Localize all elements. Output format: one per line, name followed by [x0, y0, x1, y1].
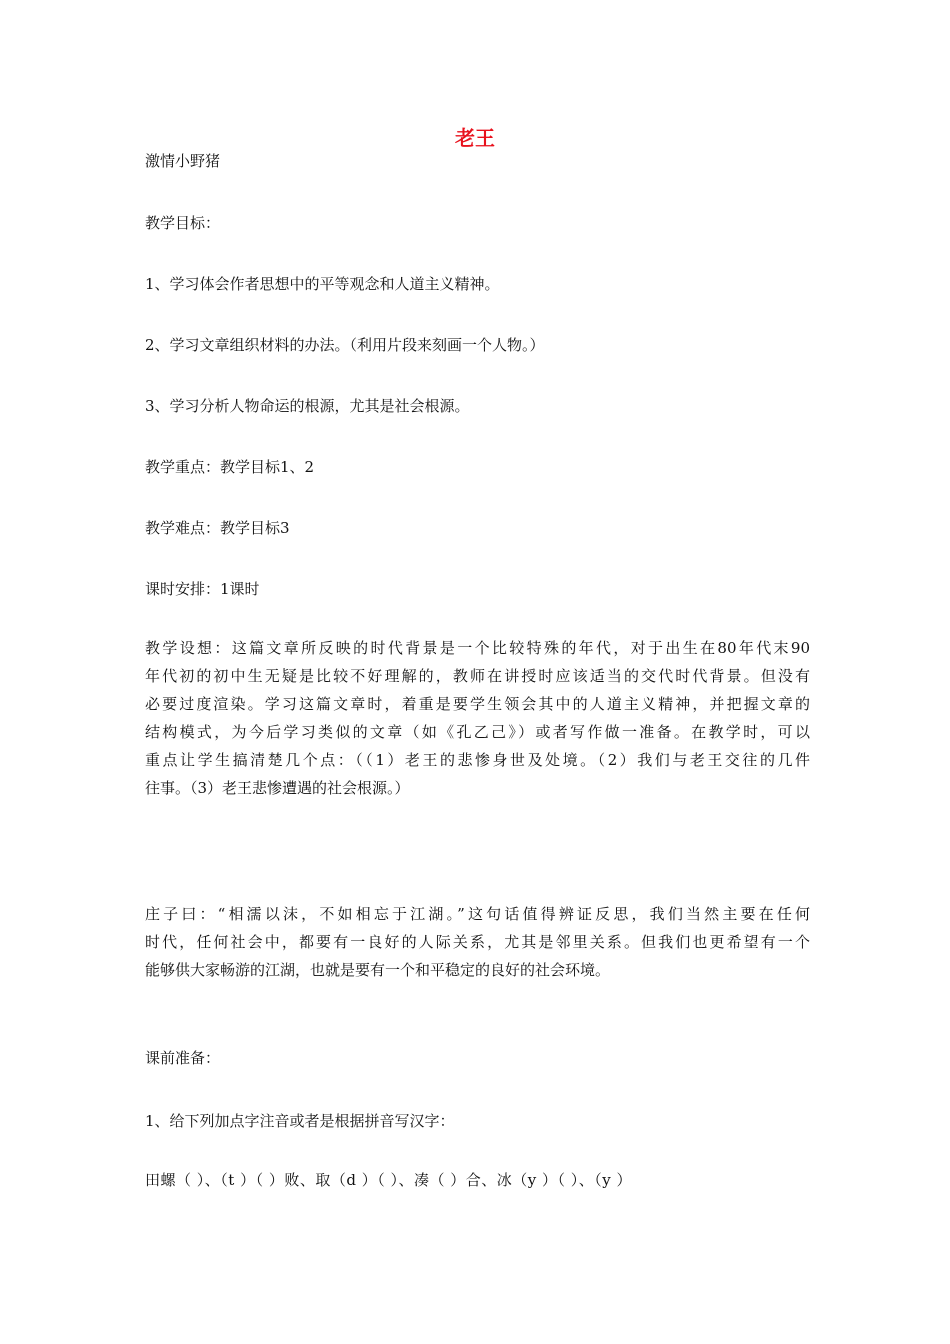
paragraph-line: 必要过度渲染。学习这篇文章时，着重是要学生领会其中的人道主义精神，并把握文章的	[145, 695, 810, 713]
author-name: 激情小野猪	[145, 152, 221, 170]
objective-item: 1、学习体会作者思想中的平等观念和人道主义精神。	[145, 275, 500, 293]
difficulties: 教学难点：教学目标3	[145, 519, 290, 537]
objectives-heading: 教学目标：	[145, 214, 221, 232]
zhuangzi-quote-paragraph	[145, 900, 810, 984]
paragraph-line: 庄子曰：“相濡以沫，不如相忘于江湖。”这句话值得辨证反思，我们当然主要在任何	[145, 905, 810, 923]
teaching-design-paragraph	[145, 634, 810, 802]
fill-in-exercise-row: 田螺（ ）、（t ）（ ）败、取（d ）（ ）、凑（ ）合、冰（y ）（ ）、（y ）	[145, 1171, 632, 1189]
prep-heading: 课前准备：	[145, 1049, 221, 1067]
paragraph-line: 结构模式，为今后学习类似的文章（如《孔乙己》）或者写作做一准备。在教学时，可以	[145, 723, 810, 741]
key-points: 教学重点：教学目标1、2	[145, 458, 315, 476]
prep-item: 1、给下列加点字注音或者是根据拼音写汉字：	[145, 1112, 455, 1130]
paragraph-line: 重点让学生搞清楚几个点：（（1）老王的悲惨身世及处境。（2）我们与老王交往的几件	[145, 751, 810, 769]
document-title: 老王	[455, 126, 495, 150]
schedule: 课时安排：1课时	[145, 580, 260, 598]
objective-item: 2、学习文章组织材料的办法。（利用片段来刻画一个人物。）	[145, 336, 545, 354]
paragraph-line: 能够供大家畅游的江湖，也就是要有一个和平稳定的良好的社会环境。	[145, 961, 611, 979]
paragraph-line: 往事。（3）老王悲惨遭遇的社会根源。）	[145, 779, 410, 797]
paragraph-line: 教学设想：这篇文章所反映的时代背景是一个比较特殊的年代，对于出生在80年代末90	[145, 639, 810, 657]
paragraph-line: 时代，任何社会中，都要有一良好的人际关系，尤其是邻里关系。但我们也更希望有一个	[145, 933, 810, 951]
paragraph-line: 年代初的初中生无疑是比较不好理解的，教师在讲授时应该适当的交代时代背景。但没有	[145, 667, 810, 685]
objective-item: 3、学习分析人物命运的根源，尤其是社会根源。	[145, 397, 470, 415]
